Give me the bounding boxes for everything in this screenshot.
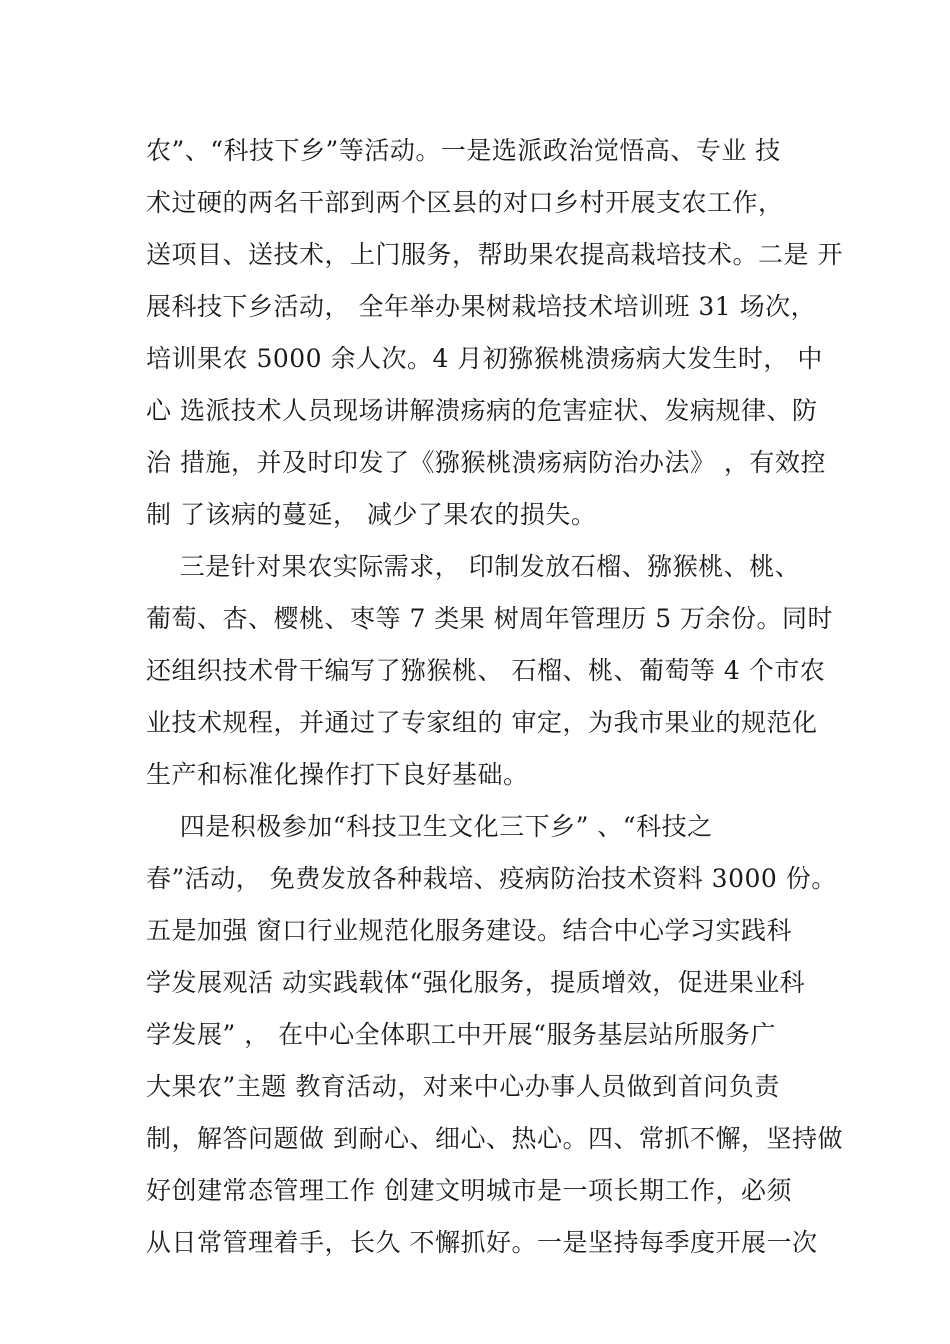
text-line: 春”活动， 免费发放各种栽培、疫病防治技术资料 3000 份。 — [146, 864, 837, 893]
text-line: 制 了该病的蔓延， 减少了果农的损失。 — [146, 500, 597, 529]
text-line: 术过硬的两名干部到两个区县的对口乡村开展支农工作， — [146, 188, 784, 217]
text-line: 送项目、送技术，上门服务，帮助果农提高栽培技术。二是 开 — [146, 240, 843, 269]
text-line: 培训果农 5000 余人次。4 月初猕猴桃溃疡病大发生时， 中 — [146, 344, 823, 373]
text-line: 生产和标准化操作打下良好基础。 — [146, 760, 529, 789]
text-line: 学发展” ， 在中心全体职工中开展“服务基层站所服务广 — [146, 1020, 776, 1049]
text-line: 展科技下乡活动， 全年举办果树栽培技术培训班 31 场次， — [146, 292, 817, 321]
text-line: 从日常管理着手，长久 不懈抓好。一是坚持每季度开展一次 — [146, 1228, 818, 1257]
text-line: 五是加强 窗口行业规范化服务建设。结合中心学习实践科 — [146, 916, 792, 945]
text-line: 农”、“科技下乡”等活动。一是选派政治觉悟高、专业 技 — [146, 136, 781, 165]
paragraph-start-line: 三是针对果农实际需求， 印制发放石榴、猕猴桃、桃、 — [146, 552, 801, 581]
text-line: 还组织技术骨干编写了猕猴桃、 石榴、桃、葡萄等 4 个市农 — [146, 656, 826, 685]
text-line: 制，解答问题做 到耐心、细心、热心。四、常抓不懈，坚持做 — [146, 1124, 843, 1153]
text-line: 治 措施，并及时印发了《猕猴桃溃疡病防治办法》 ，有效控 — [146, 448, 826, 477]
text-line: 业技术规程，并通过了专家组的 审定，为我市果业的规范化 — [146, 708, 818, 737]
paragraph-start-line: 四是积极参加“科技卫生文化三下乡” 、“科技之 — [146, 812, 713, 841]
text-line: 心 选派技术人员现场讲解溃疡病的危害症状、发病规律、防 — [146, 396, 818, 425]
text-line: 学发展观活 动实践载体“强化服务，提质增效，促进果业科 — [146, 968, 806, 997]
text-line: 大果农”主题 教育活动，对来中心办事人员做到首问负责 — [146, 1072, 780, 1101]
text-line: 葡萄、杏、樱桃、枣等 7 类果 树周年管理历 5 万余份。同时 — [146, 604, 834, 633]
text-line: 好创建常态管理工作 创建文明城市是一项长期工作，必须 — [146, 1176, 792, 1205]
